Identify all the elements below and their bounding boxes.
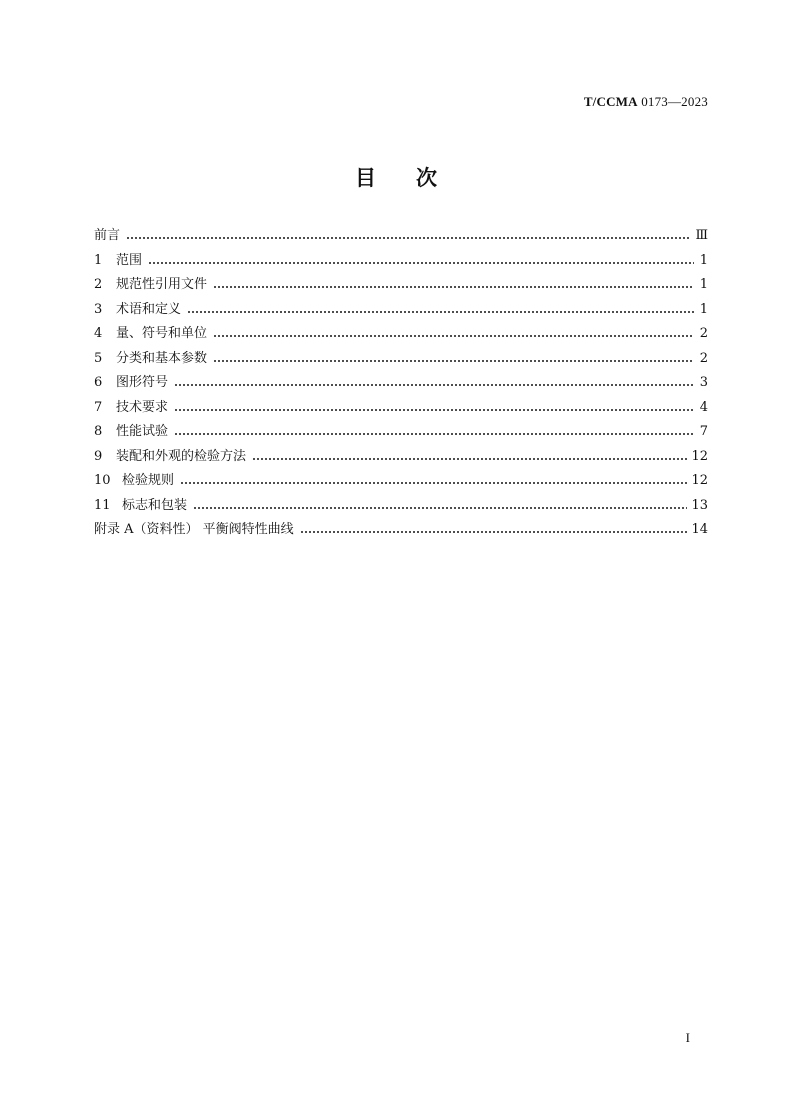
toc-entry-technical-requirements[interactable] (94, 398, 708, 423)
toc-leader-dots (180, 476, 687, 490)
toc-entry-appendix-a[interactable] (94, 520, 708, 545)
toc-entry-label: 附录 A（资料性） 平衡阀特性曲线 (94, 522, 294, 537)
toc-leader-dots (213, 354, 694, 368)
toc-entry-label: 规范性引用文件 (116, 277, 208, 292)
toc-entry-classification[interactable] (94, 349, 708, 374)
table-of-contents (94, 226, 708, 545)
toc-leader-dots (300, 525, 688, 539)
toc-entry-label: 分类和基本参数 (116, 350, 208, 366)
toc-entry-page: 1 (699, 277, 708, 292)
toc-leader-dots (174, 403, 694, 417)
toc-entry-page: 1 (699, 252, 708, 268)
toc-leader-dots (213, 280, 694, 294)
toc-entry-number: 2 (94, 277, 103, 292)
toc-entry-number: 5 (94, 350, 103, 366)
toc-entry-page: 2 (699, 326, 708, 341)
toc-entry-label: 装配和外观的检验方法 (116, 448, 247, 464)
toc-entry-label: 量、符号和单位 (116, 326, 208, 341)
standard-code (584, 94, 708, 110)
toc-entry-inspection-methods[interactable] (94, 447, 708, 472)
toc-entry-inspection-rules[interactable] (94, 471, 708, 496)
toc-entry-normative-references[interactable] (94, 275, 708, 300)
toc-entry-number: 9 (94, 448, 103, 464)
toc-leader-dots (174, 378, 694, 392)
toc-entry-label: 范围 (116, 252, 143, 268)
toc-entry-page: 3 (699, 375, 708, 390)
toc-entry-page: 12 (691, 473, 708, 488)
toc-entry-label: 性能试验 (116, 424, 169, 439)
toc-title: 目次 (355, 166, 477, 190)
toc-entry-label: 检验规则 (122, 473, 175, 488)
toc-leader-dots (213, 329, 694, 343)
toc-entry-label: 图形符号 (116, 375, 169, 390)
toc-entry-foreword[interactable] (94, 226, 708, 251)
toc-entry-number: 7 (94, 399, 103, 415)
toc-entry-scope[interactable] (94, 251, 708, 276)
toc-entry-page: 2 (699, 350, 708, 366)
toc-entry-number: 11 (94, 497, 111, 513)
toc-entry-label: 技术要求 (116, 399, 169, 415)
toc-entry-quantities[interactable] (94, 324, 708, 349)
toc-entry-label: 术语和定义 (116, 301, 182, 317)
toc-entry-page: 12 (691, 448, 708, 464)
toc-entry-number: 3 (94, 301, 103, 317)
toc-entry-marking-packaging[interactable] (94, 496, 708, 521)
toc-leader-dots (252, 452, 687, 466)
toc-entry-number: 8 (94, 424, 103, 439)
toc-entry-page: 14 (691, 522, 708, 537)
toc-leader-dots (187, 305, 694, 319)
toc-entry-label: 标志和包装 (122, 497, 188, 513)
toc-entry-page: 4 (699, 399, 708, 415)
toc-entry-page: 7 (699, 424, 708, 439)
toc-entry-number: 6 (94, 375, 103, 390)
toc-leader-dots (148, 256, 694, 270)
toc-entry-page: 1 (699, 301, 708, 317)
toc-entry-number: 4 (94, 326, 103, 341)
toc-entry-label: 前言 (94, 228, 121, 243)
page-number: I (685, 1030, 690, 1045)
toc-entry-page: 13 (691, 497, 708, 513)
toc-leader-dots (174, 427, 694, 441)
toc-entry-number: 10 (94, 473, 111, 488)
toc-leader-dots (193, 501, 687, 515)
toc-entry-number: 1 (94, 252, 103, 268)
toc-entry-performance-tests[interactable] (94, 422, 708, 447)
standard-number: 0173—2023 (641, 94, 708, 109)
standard-prefix: T/CCMA (583, 94, 638, 109)
toc-leader-dots (126, 231, 691, 245)
toc-entry-page: Ⅲ (695, 228, 708, 243)
toc-entry-graphic-symbols[interactable] (94, 373, 708, 398)
toc-entry-terms[interactable] (94, 300, 708, 325)
